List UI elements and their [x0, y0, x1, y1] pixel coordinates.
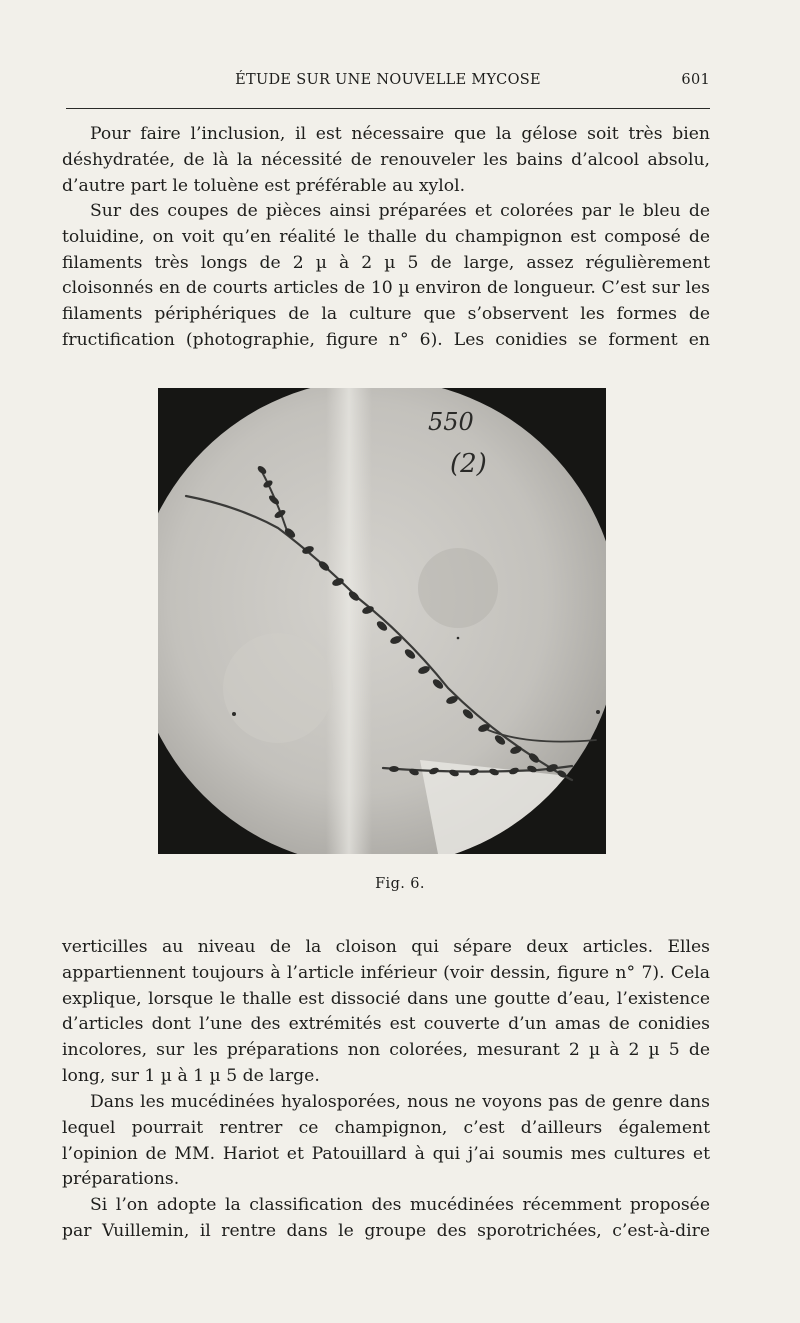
handwritten-mark: (2)	[450, 449, 487, 479]
running-title: ÉTUDE SUR UNE NOUVELLE MYCOSE	[235, 72, 541, 88]
paragraph-hyalosporees: Dans les mucédinées hyalosporées, nous ne voyons pas de genre dans lequel pourrait rentrer ce champignon, c’est d’ailleurs également l’opinion de MM. Hariot et Patouillard à qui j’ai soumis mes cultures et préparations.	[62, 1092, 710, 1190]
micrograph-figure	[158, 388, 606, 854]
header-rule	[66, 108, 710, 109]
paragraph-classification: Si l’on adopte la classification des mucédinées récemment proposée par Vuillemin, il rentre dans le groupe des sporotrichées, c’est-à-dire	[62, 1195, 710, 1241]
paragraph-inclusion: Pour faire l’inclusion, il est nécessaire que la gélose soit très bien déshydratée, de là la nécessité de renouveler les bains d’alcool absolu, d’autre part le toluène est préférable au xylol.	[62, 124, 710, 196]
figure-caption: Fig. 6.	[375, 876, 425, 892]
page-number: 601	[681, 72, 710, 88]
paragraph-verticilles: verticilles au niveau de la cloison qui sépare deux articles. Elles appartiennent toujours à l’article inférieur (voir dessin, figure n° 7). Cela explique, lorsque le thalle est dissocié dans une goutte d’eau, l’existence d’articles dont l’une des extrémités est couverte d’un amas de conidies incolores, sur les préparations non colorées, mesurant 2 µ à 2 µ 5 de long, sur 1 µ à 1 µ 5 de large.	[62, 937, 710, 1086]
paragraph-coupes: Sur des coupes de pièces ainsi préparées et colorées par le bleu de toluidine, on voit qu’en réalité le thalle du champignon est composé de filaments très longs de 2 µ à 2 µ 5 de large, assez régulièrement cloisonnés en de courts articles de 10 µ environ de longueur. C’est sur les filaments périphériques de la culture que s’observent les formes de fructification (photographie, figure n° 6). Les conidies se forment en	[62, 201, 710, 350]
micrograph-image	[158, 388, 606, 854]
handwritten-number: 550	[428, 408, 474, 436]
running-head	[66, 72, 710, 94]
